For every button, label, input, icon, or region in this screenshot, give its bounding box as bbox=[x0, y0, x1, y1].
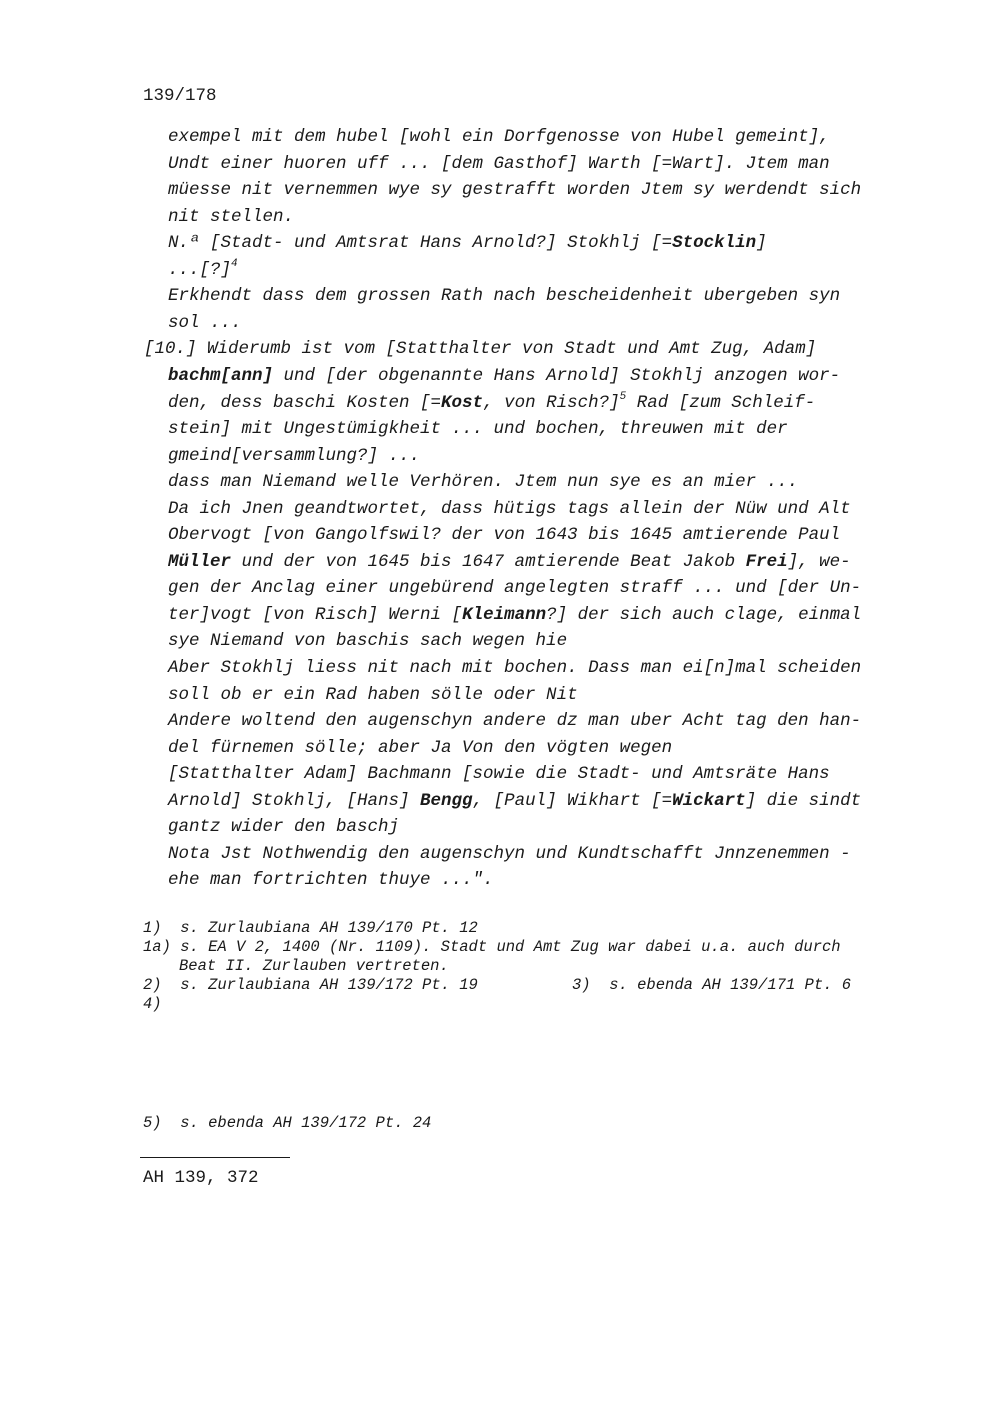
text-segment: , von Risch?] bbox=[483, 392, 620, 413]
footnote-1a-continuation: Beat II. Zurlauben vertreten. bbox=[179, 957, 449, 975]
text-line bbox=[168, 814, 399, 841]
bold-name: bachm[ann] bbox=[168, 365, 274, 386]
text-line bbox=[168, 124, 830, 151]
text-line bbox=[168, 761, 830, 788]
text-line bbox=[168, 575, 861, 602]
text-line bbox=[168, 708, 861, 735]
text-segment: Rad [zum Schleif- bbox=[626, 392, 816, 413]
footnote-ref: 4 bbox=[231, 257, 238, 270]
bold-name: Kleimann bbox=[462, 604, 547, 625]
text-segment: Arnold] Stokhlj, [Hans] bbox=[168, 790, 421, 811]
text-segment: und [der obgenannte Hans Arnold] Stokhlj anzogen wor- bbox=[273, 365, 841, 386]
bold-name: Müller bbox=[168, 551, 232, 572]
text-segment: nit stellen. bbox=[168, 206, 295, 227]
text-segment: Aber Stokhlj liess nit nach mit bochen. Dass man ei[n]mal scheiden bbox=[168, 658, 862, 678]
text-segment: ] bbox=[756, 233, 767, 254]
text-segment: N.ª [Stadt- und Amtsrat Hans Arnold?] Stokhlj [= bbox=[168, 233, 673, 254]
text-line bbox=[168, 496, 851, 523]
text-segment: exempel mit dem hubel [wohl ein Dorfgenosse von Hubel gemeint], bbox=[168, 127, 830, 147]
footnote-5: 5) s. ebenda AH 139/172 Pt. 24 bbox=[143, 1114, 432, 1132]
bold-name: Kost bbox=[441, 392, 484, 413]
text-segment: soll ob er ein Rad haben sölle oder Nit bbox=[168, 684, 578, 705]
text-line bbox=[168, 549, 851, 576]
text-line bbox=[168, 841, 851, 868]
footnote-3: 3) s. ebenda AH 139/171 Pt. 6 bbox=[572, 976, 852, 994]
text-segment: ?] der sich auch clage, einmal bbox=[546, 604, 862, 625]
text-segment: del fürnemen sölle; aber Ja Von den vögten wegen bbox=[168, 737, 673, 758]
text-segment: [Statthalter Adam] Bachmann [sowie die Stadt- und Amtsräte Hans bbox=[168, 764, 830, 785]
text-line bbox=[168, 867, 494, 894]
text-segment: ], we- bbox=[787, 551, 851, 572]
text-line bbox=[168, 682, 578, 709]
text-segment: Obervogt [von Gangolfswil? der von 1643 bis 1645 amtierende Paul bbox=[168, 525, 841, 546]
text-line bbox=[168, 735, 672, 762]
text-line bbox=[168, 257, 238, 284]
text-line bbox=[144, 336, 816, 363]
text-segment: gen der Anclag einer ungebürend angelegten straff ... und [der Un- bbox=[168, 578, 862, 599]
text-segment: Andere woltend den augenschyn andere dz man uber Acht tag den han- bbox=[168, 711, 862, 732]
bold-name: Bengg bbox=[420, 790, 473, 811]
text-segment: gmeind[versammlung?] ... bbox=[168, 445, 421, 466]
text-line bbox=[168, 602, 861, 629]
text-segment: dass man Niemand welle Verhören. Jtem nun sye es an mier ... bbox=[168, 472, 799, 493]
page-number: 139/178 bbox=[143, 86, 217, 106]
text-segment: Undt einer huoren uff ... [dem Gasthof] Warth [=Wart]. Jtem man bbox=[168, 153, 830, 174]
text-segment: Erkhendt dass dem grossen Rath nach bescheidenheit ubergeben syn bbox=[168, 286, 841, 307]
archive-signature: AH 139, 372 bbox=[143, 1168, 259, 1188]
text-line bbox=[168, 655, 861, 682]
text-segment: stein] mit Ungestümigkheit ... und bochen, threuwen mit der bbox=[168, 419, 788, 440]
text-line bbox=[168, 310, 242, 337]
text-segment: Da ich Jnen geandtwortet, dass hütigs tags allein der Nüw und Alt bbox=[168, 498, 851, 519]
footnote-ref: 5 bbox=[619, 390, 627, 403]
text-line bbox=[168, 151, 830, 178]
text-segment: und der von 1645 bis 1647 amtierende Beat Jakob bbox=[231, 551, 746, 572]
bold-name: Wickart bbox=[672, 790, 746, 811]
text-line bbox=[168, 363, 840, 390]
footnote-4: 4) bbox=[143, 995, 162, 1013]
bold-name: Frei bbox=[745, 551, 788, 572]
text-segment: ...[?] bbox=[168, 259, 232, 280]
footnote-1a: 1a) s. EA V 2, 1400 (Nr. 1109). Stadt und Amt Zug war dabei u.a. auch durch bbox=[143, 938, 841, 956]
text-segment: gantz wider den baschj bbox=[168, 817, 400, 838]
footnote-divider bbox=[140, 1157, 290, 1158]
text-line bbox=[168, 628, 567, 655]
text-segment: ter]vogt [von Risch] Werni [ bbox=[168, 604, 463, 625]
text-segment: , [Paul] Wikhart [= bbox=[472, 790, 673, 811]
text-segment: den, dess baschi Kosten [= bbox=[168, 392, 442, 413]
text-segment: müesse nit vernemmen wye sy gestrafft worden Jtem sy werdendt sich bbox=[168, 180, 862, 201]
text-line bbox=[168, 522, 840, 549]
text-line bbox=[168, 469, 798, 496]
text-line bbox=[168, 177, 861, 204]
text-segment: [10.] Widerumb ist vom [Statthalter von Stadt und Amt Zug, Adam] bbox=[144, 339, 817, 360]
text-line bbox=[168, 788, 861, 815]
text-line bbox=[168, 230, 767, 257]
bold-name: Stocklin bbox=[672, 233, 757, 254]
text-segment: ] die sindt bbox=[745, 790, 862, 811]
text-segment: sye Niemand von baschis sach wegen hie bbox=[168, 631, 568, 652]
text-line bbox=[168, 390, 815, 417]
text-line bbox=[168, 443, 420, 470]
footnote-2: 2) s. Zurlaubiana AH 139/172 Pt. 19 bbox=[143, 976, 478, 994]
footnote-1: 1) s. Zurlaubiana AH 139/170 Pt. 12 bbox=[143, 919, 478, 937]
text-line bbox=[168, 204, 294, 231]
text-line bbox=[168, 416, 788, 443]
text-line bbox=[168, 283, 840, 310]
text-segment: Nota Jst Nothwendig den augenschyn und Kundtschafft Jnnzenemmen - bbox=[168, 843, 851, 864]
text-segment: ehe man fortrichten thuye ...". bbox=[168, 870, 494, 891]
text-segment: sol ... bbox=[168, 312, 242, 333]
